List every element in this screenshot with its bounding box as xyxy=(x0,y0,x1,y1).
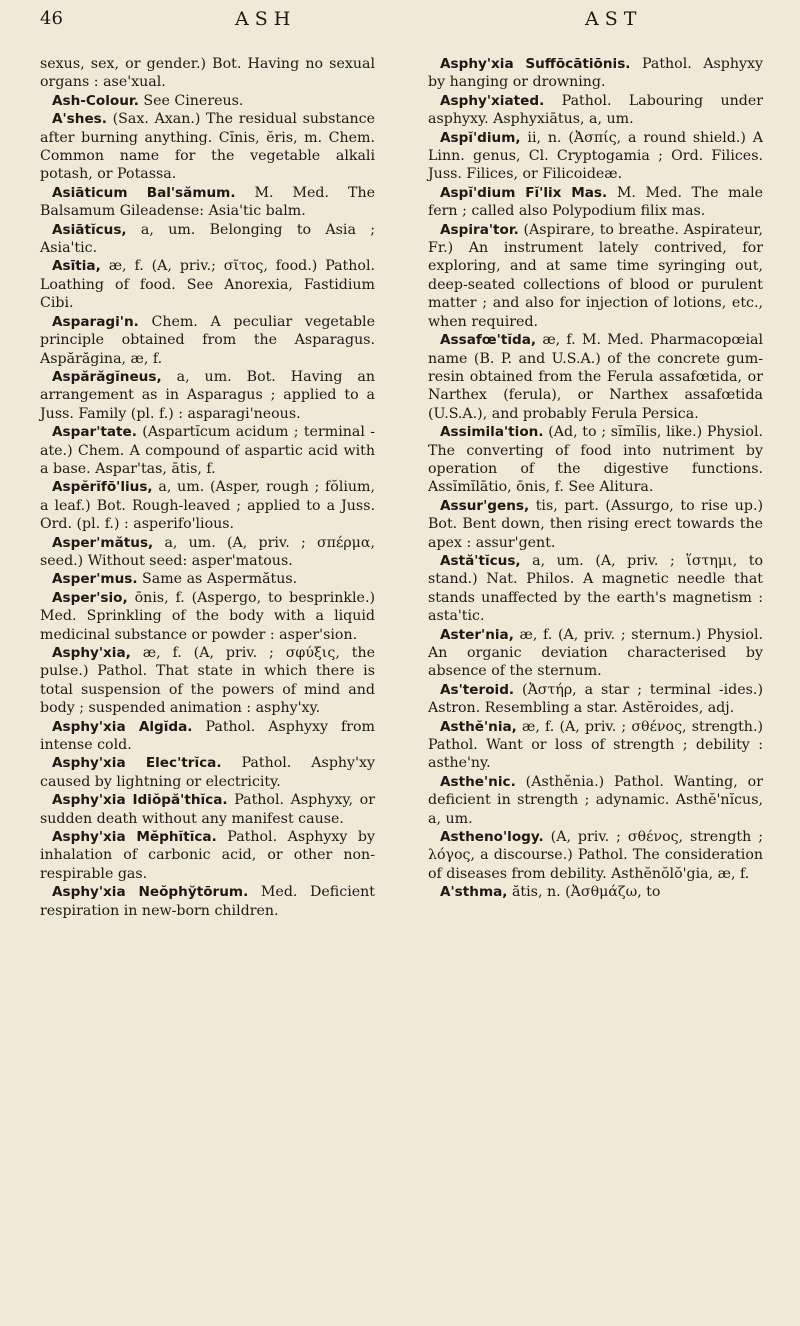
right-column xyxy=(428,55,763,902)
dictionary-entry xyxy=(40,644,375,718)
entry-definition: a, um. (A, priv. ; ἵστημι, to stand.) Nat. Philos. A magnetic needle that stands unaffected by the earth's magnetism : asta'tic. xyxy=(428,552,763,625)
left-running-head: ASH xyxy=(235,8,297,30)
entry-definition: (Asthĕnia.) Pathol. Wanting, or deficient in strength ; adynamic. Asthĕ'nĭcus, a, um. xyxy=(428,773,763,827)
entry-headword: Asphy'xia Idiŏpă'thĭca. xyxy=(52,792,228,809)
entry-definition: æ, f. (A, priv. ; σθένος, strength.) Pathol. Want or loss of strength ; debility : asthe'ny. xyxy=(428,718,763,772)
dictionary-entry xyxy=(428,331,763,423)
entry-definition: sexus, sex, or gender.) Bot. Having no sexual organs : ase'xual. xyxy=(40,56,375,91)
dictionary-entry xyxy=(40,92,375,110)
dictionary-entry xyxy=(428,883,763,901)
dictionary-entry xyxy=(40,110,375,184)
dictionary-entry xyxy=(40,570,375,588)
entry-headword: Asthe'nic. xyxy=(440,773,516,790)
dictionary-entry xyxy=(428,718,763,773)
entry-headword: Asper'sio, xyxy=(52,589,128,606)
entry-headword: Aster'nia, xyxy=(440,626,514,643)
entry-headword: As'teroid. xyxy=(440,681,515,698)
dictionary-entry xyxy=(40,718,375,755)
entry-definition: Pathol. Asphy'xy caused by lightning or electricity. xyxy=(40,755,375,790)
entry-definition: (Sax. Axan.) The residual substance after burning anything. Cĭnis, ĕris, m. Chem. Common name for the vegetable alkali potash, or Potassa. xyxy=(40,111,376,183)
entry-headword: Ash-Colour. xyxy=(52,92,139,109)
entry-definition: (A, priv. ; σθένος, strength ; λόγος, a discourse.) Pathol. The consideration of diseases from debility. Asthĕnŏlŏ'gia, æ, f. xyxy=(428,829,763,882)
entry-headword: Aspĭ'dium, xyxy=(440,129,521,146)
entry-headword: Asiātĭcus, xyxy=(52,221,127,238)
page-header xyxy=(40,8,765,42)
dictionary-entry xyxy=(40,589,375,644)
dictionary-entry xyxy=(428,552,763,626)
entry-headword: Assimila'tion. xyxy=(440,424,544,441)
entry-definition: tis, part. (Assurgo, to rise up.) Bot. Bent down, then rising erect towards the apex : assur'gent. xyxy=(428,497,764,551)
dictionary-entry xyxy=(40,883,375,920)
entry-headword: Asphy'xia Algĭda. xyxy=(52,718,193,735)
entry-definition: Pathol. Asphyxy by hanging or drowning. xyxy=(428,56,763,91)
dictionary-entry xyxy=(40,754,375,791)
dictionary-entry xyxy=(40,534,375,571)
dictionary-entry xyxy=(40,368,375,423)
entry-definition: (Aspirare, to breathe. Aspirateur, Fr.) An instrument lately contrived, for exploring, and at same time syringing out, deep-seated collections of blood or purulent matter ; and also for injection of lotions, etc., when required. xyxy=(428,221,764,330)
entry-headword: Astă'tĭcus, xyxy=(440,552,521,569)
entry-definition: (Aspartĭcum acidum ; terminal -ate.) Chem. A compound of aspartic acid with a base. Aspar'tas, ātis, f. xyxy=(40,424,375,477)
dictionary-entry xyxy=(40,478,375,533)
dictionary-entry xyxy=(428,184,763,221)
entry-definition: a, um. (A, priv. ; σπέρμα, seed.) Without seed: asper'matous. xyxy=(40,534,375,569)
entry-headword: Assafœ'tĭda, xyxy=(440,332,537,349)
entry-definition: ii, n. (Ἀσπίς, a round shield.) A Linn. genus, Cl. Cryptogamia ; Ord. Filices. Juss. Filices, or Filicoideæ. xyxy=(428,129,763,183)
entry-headword: Asphy'xiated. xyxy=(440,92,545,109)
entry-headword: Aspar'tate. xyxy=(52,424,137,441)
entry-definition: M. Med. The male fern ; called also Polypodium filix mas. xyxy=(428,184,764,220)
dictionary-entry xyxy=(428,773,763,828)
dictionary-entry xyxy=(428,129,763,184)
entry-headword: Aspĕrĭfō'lius, xyxy=(52,479,153,496)
entry-definition: ătis, n. (Ἀσθμάζω, to xyxy=(511,884,661,901)
entry-definition: Med. Deficient respiration in new-born children. xyxy=(40,884,375,919)
entry-headword: Asphy'xia Elec'trĭca. xyxy=(52,755,222,772)
dictionary-entry xyxy=(428,423,763,497)
entry-headword: Asper'mus. xyxy=(52,571,138,588)
dictionary-entry xyxy=(428,92,763,129)
dictionary-entry xyxy=(40,184,375,221)
entry-headword: Aspira'tor. xyxy=(440,221,519,238)
entry-definition: Pathol. Asphyxy by inhalation of carbonic acid, or other non-respirable gas. xyxy=(40,829,376,882)
entry-definition: Pathol. Asphyxy, or sudden death without any manifest cause. xyxy=(40,792,375,827)
dictionary-entry xyxy=(428,681,763,718)
entry-headword: Asphy'xia Mĕphĭtĭca. xyxy=(52,829,217,846)
entry-headword: Assur'gens, xyxy=(440,497,530,514)
entry-headword: Aspĭ'dium Fĭ'lix Mas. xyxy=(440,184,608,201)
entry-definition: Same as Aspermătus. xyxy=(142,571,298,588)
entry-headword: Asparagi'n. xyxy=(52,313,139,330)
dictionary-entry xyxy=(40,221,375,258)
entry-definition: See Cinereus. xyxy=(143,92,244,109)
entry-definition: æ, f. M. Med. Pharmacopœial name (B. P. and U.S.A.) of the concrete gum-resin obtained from the Ferula assafœtida, or Narthex (ferula), or Narthex assafœtida (U.S.A.), and probably Ferula Persica. xyxy=(428,332,763,422)
entry-headword: Astheno'logy. xyxy=(440,829,544,846)
dictionary-entry xyxy=(428,828,763,883)
entry-definition: M. Med. The Balsamum Gileadense: Asia'tic balm. xyxy=(40,184,375,220)
entry-definition: Pathol. Asphyxy from intense cold. xyxy=(40,718,376,754)
page-number: 46 xyxy=(40,8,63,29)
entry-definition: æ, f. (A, priv. ; σφύξις, the pulse.) Pathol. That state in which there is total suspension of the powers of mind and body ; suspended animation : asphy'xy. xyxy=(40,645,375,717)
entry-headword: Asphy'xia Suffōcātiōnis. xyxy=(440,56,631,72)
entry-definition: a, um. Bot. Having an arrangement as in Asparagus ; applied to a Juss. Family (pl. f.) : asparagi'neous. xyxy=(40,368,375,422)
entry-headword: Aspărăgĭneus, xyxy=(52,368,162,385)
entry-definition: Chem. A peculiar vegetable principle obtained from the Asparagus. Aspărăgina, æ, f. xyxy=(40,313,375,367)
entry-definition: ōnis, f. (Aspergo, to besprinkle.) Med. Sprinkling of the body with a liquid medicinal substance or powder : asper'sion. xyxy=(40,589,376,643)
dictionary-entry xyxy=(428,55,763,92)
entry-headword: A'shes. xyxy=(52,111,107,128)
dictionary-entry xyxy=(40,791,375,828)
dictionary-entry xyxy=(40,55,375,92)
dictionary-entry xyxy=(40,313,375,368)
dictionary-entry xyxy=(428,497,763,552)
entry-definition: a, um. Belonging to Asia ; Asia'tic. xyxy=(40,221,375,257)
entry-headword: Asphy'xia, xyxy=(52,645,131,661)
dictionary-entry xyxy=(40,828,375,883)
entry-definition: a, um. (Asper, rough ; fŏlium, a leaf.) Bot. Rough-leaved ; applied to a Juss. Ord. (pl. f.) : asperifo'lious. xyxy=(40,479,375,533)
entry-headword: Asītia, xyxy=(52,258,101,275)
dictionary-entry xyxy=(428,626,763,681)
entry-definition: æ, f. (A, priv.; σῖτος, food.) Pathol. Loathing of food. See Anorexia, Fastidium Cibi. xyxy=(40,258,375,312)
right-running-head: AST xyxy=(585,8,643,30)
entry-definition: (Ἀστήρ, a star ; terminal -ides.) Astron. Resembling a star. Astĕroides, adj. xyxy=(428,681,763,717)
entry-definition: Pathol. Labouring under asphyxy. Asphyxiātus, a, um. xyxy=(428,92,763,128)
entry-definition: æ, f. (A, priv. ; sternum.) Physiol. An organic deviation characterised by absence of the sternum. xyxy=(428,626,763,680)
entry-headword: Asper'mătus, xyxy=(52,534,154,551)
dictionary-entry xyxy=(428,221,763,331)
entry-headword: Asphy'xia Neŏphy̆tōrum. xyxy=(52,884,249,901)
left-column xyxy=(40,55,375,920)
entry-headword: Asthĕ'nia, xyxy=(440,718,517,735)
dictionary-entry xyxy=(40,423,375,478)
dictionary-entry xyxy=(40,257,375,312)
entry-definition: (Ad, to ; sĭmĭlis, like.) Physiol. The converting of food into nutriment by operation of the digestive functions. Assĭmĭlātio, ōnis, f. See Alitura. xyxy=(428,424,763,496)
entry-headword: A'sthma, xyxy=(440,884,508,901)
entry-headword: Asiāticum Bal'sămum. xyxy=(52,184,236,201)
